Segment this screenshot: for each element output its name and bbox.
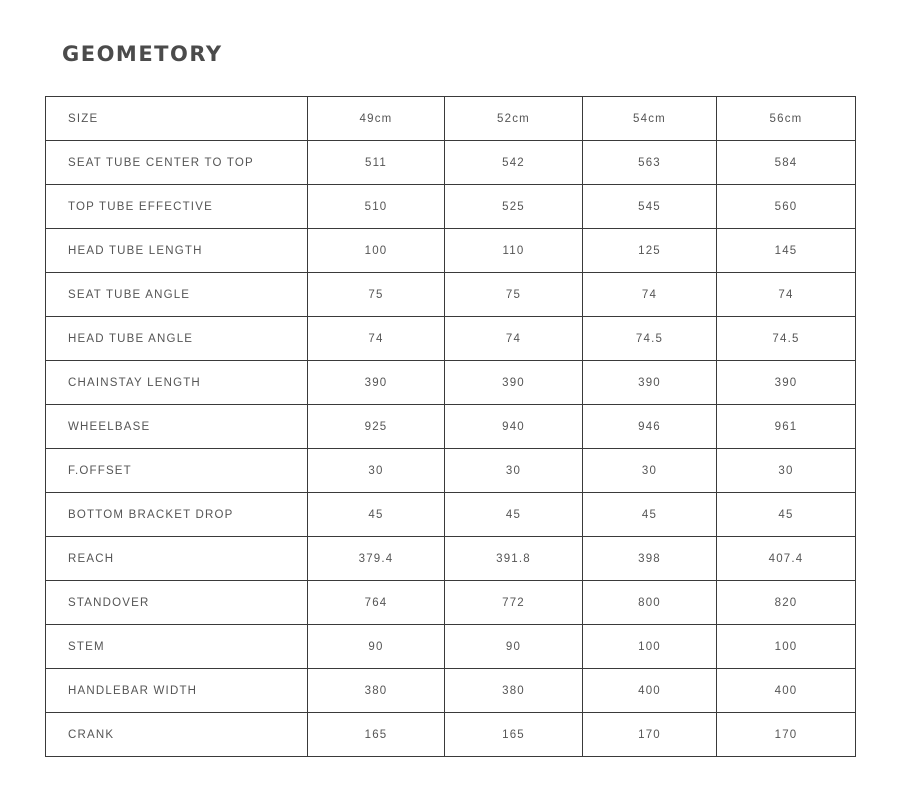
row-value-cell: 45 xyxy=(583,493,717,537)
row-value-cell: 100 xyxy=(583,625,717,669)
row-value-cell: 563 xyxy=(583,141,717,185)
table-row xyxy=(46,493,856,537)
table-row xyxy=(46,273,856,317)
row-value-cell: 170 xyxy=(583,713,717,757)
row-value-cell: 30 xyxy=(717,449,856,493)
table-row xyxy=(46,185,856,229)
row-value-cell: 390 xyxy=(717,361,856,405)
row-value-cell: 511 xyxy=(308,141,445,185)
row-value-cell: 45 xyxy=(717,493,856,537)
header-label-cell: SIZE xyxy=(46,97,308,141)
row-value-cell: 30 xyxy=(583,449,717,493)
row-label-cell: HEAD TUBE LENGTH xyxy=(46,229,308,273)
row-label-cell: BOTTOM BRACKET DROP xyxy=(46,493,308,537)
table-row xyxy=(46,537,856,581)
row-value-cell: 940 xyxy=(445,405,583,449)
table-row xyxy=(46,141,856,185)
row-value-cell: 380 xyxy=(308,669,445,713)
row-value-cell: 542 xyxy=(445,141,583,185)
row-value-cell: 510 xyxy=(308,185,445,229)
row-label-cell: SEAT TUBE CENTER TO TOP xyxy=(46,141,308,185)
row-value-cell: 74.5 xyxy=(717,317,856,361)
row-value-cell: 391.8 xyxy=(445,537,583,581)
row-label-cell: STEM xyxy=(46,625,308,669)
row-label-cell: CRANK xyxy=(46,713,308,757)
row-label-cell: REACH xyxy=(46,537,308,581)
table-row xyxy=(46,449,856,493)
row-value-cell: 45 xyxy=(308,493,445,537)
row-value-cell: 74 xyxy=(717,273,856,317)
row-value-cell: 110 xyxy=(445,229,583,273)
row-value-cell: 946 xyxy=(583,405,717,449)
row-value-cell: 165 xyxy=(308,713,445,757)
row-label-cell: WHEELBASE xyxy=(46,405,308,449)
row-value-cell: 400 xyxy=(583,669,717,713)
row-label-cell: F.OFFSET xyxy=(46,449,308,493)
header-size-cell: 52cm xyxy=(445,97,583,141)
row-value-cell: 165 xyxy=(445,713,583,757)
row-value-cell: 75 xyxy=(308,273,445,317)
geometry-table-body xyxy=(46,97,856,757)
row-value-cell: 379.4 xyxy=(308,537,445,581)
table-row xyxy=(46,581,856,625)
row-value-cell: 74.5 xyxy=(583,317,717,361)
table-row xyxy=(46,361,856,405)
table-row xyxy=(46,625,856,669)
row-label-cell: STANDOVER xyxy=(46,581,308,625)
header-size-cell: 49cm xyxy=(308,97,445,141)
row-value-cell: 390 xyxy=(583,361,717,405)
row-value-cell: 390 xyxy=(308,361,445,405)
row-value-cell: 75 xyxy=(445,273,583,317)
row-label-cell: SEAT TUBE ANGLE xyxy=(46,273,308,317)
row-value-cell: 125 xyxy=(583,229,717,273)
row-value-cell: 545 xyxy=(583,185,717,229)
row-value-cell: 400 xyxy=(717,669,856,713)
row-value-cell: 407.4 xyxy=(717,537,856,581)
row-value-cell: 30 xyxy=(308,449,445,493)
table-row xyxy=(46,713,856,757)
row-value-cell: 100 xyxy=(717,625,856,669)
row-value-cell: 925 xyxy=(308,405,445,449)
row-value-cell: 145 xyxy=(717,229,856,273)
table-header-row xyxy=(46,97,856,141)
header-size-cell: 54cm xyxy=(583,97,717,141)
table-row xyxy=(46,405,856,449)
row-value-cell: 380 xyxy=(445,669,583,713)
row-value-cell: 820 xyxy=(717,581,856,625)
row-value-cell: 398 xyxy=(583,537,717,581)
row-value-cell: 90 xyxy=(445,625,583,669)
row-value-cell: 764 xyxy=(308,581,445,625)
row-value-cell: 800 xyxy=(583,581,717,625)
row-value-cell: 100 xyxy=(308,229,445,273)
row-value-cell: 525 xyxy=(445,185,583,229)
header-size-cell: 56cm xyxy=(717,97,856,141)
row-value-cell: 74 xyxy=(583,273,717,317)
row-label-cell: CHAINSTAY LENGTH xyxy=(46,361,308,405)
geometry-table xyxy=(45,96,856,757)
row-value-cell: 772 xyxy=(445,581,583,625)
page-title: GEOMETORY xyxy=(62,42,223,66)
table-row xyxy=(46,669,856,713)
row-value-cell: 74 xyxy=(308,317,445,361)
table-row xyxy=(46,317,856,361)
row-value-cell: 74 xyxy=(445,317,583,361)
row-value-cell: 560 xyxy=(717,185,856,229)
row-label-cell: HANDLEBAR WIDTH xyxy=(46,669,308,713)
row-value-cell: 45 xyxy=(445,493,583,537)
row-value-cell: 170 xyxy=(717,713,856,757)
row-value-cell: 90 xyxy=(308,625,445,669)
row-value-cell: 390 xyxy=(445,361,583,405)
row-value-cell: 961 xyxy=(717,405,856,449)
row-label-cell: HEAD TUBE ANGLE xyxy=(46,317,308,361)
table-row xyxy=(46,229,856,273)
row-value-cell: 584 xyxy=(717,141,856,185)
row-label-cell: TOP TUBE EFFECTIVE xyxy=(46,185,308,229)
row-value-cell: 30 xyxy=(445,449,583,493)
